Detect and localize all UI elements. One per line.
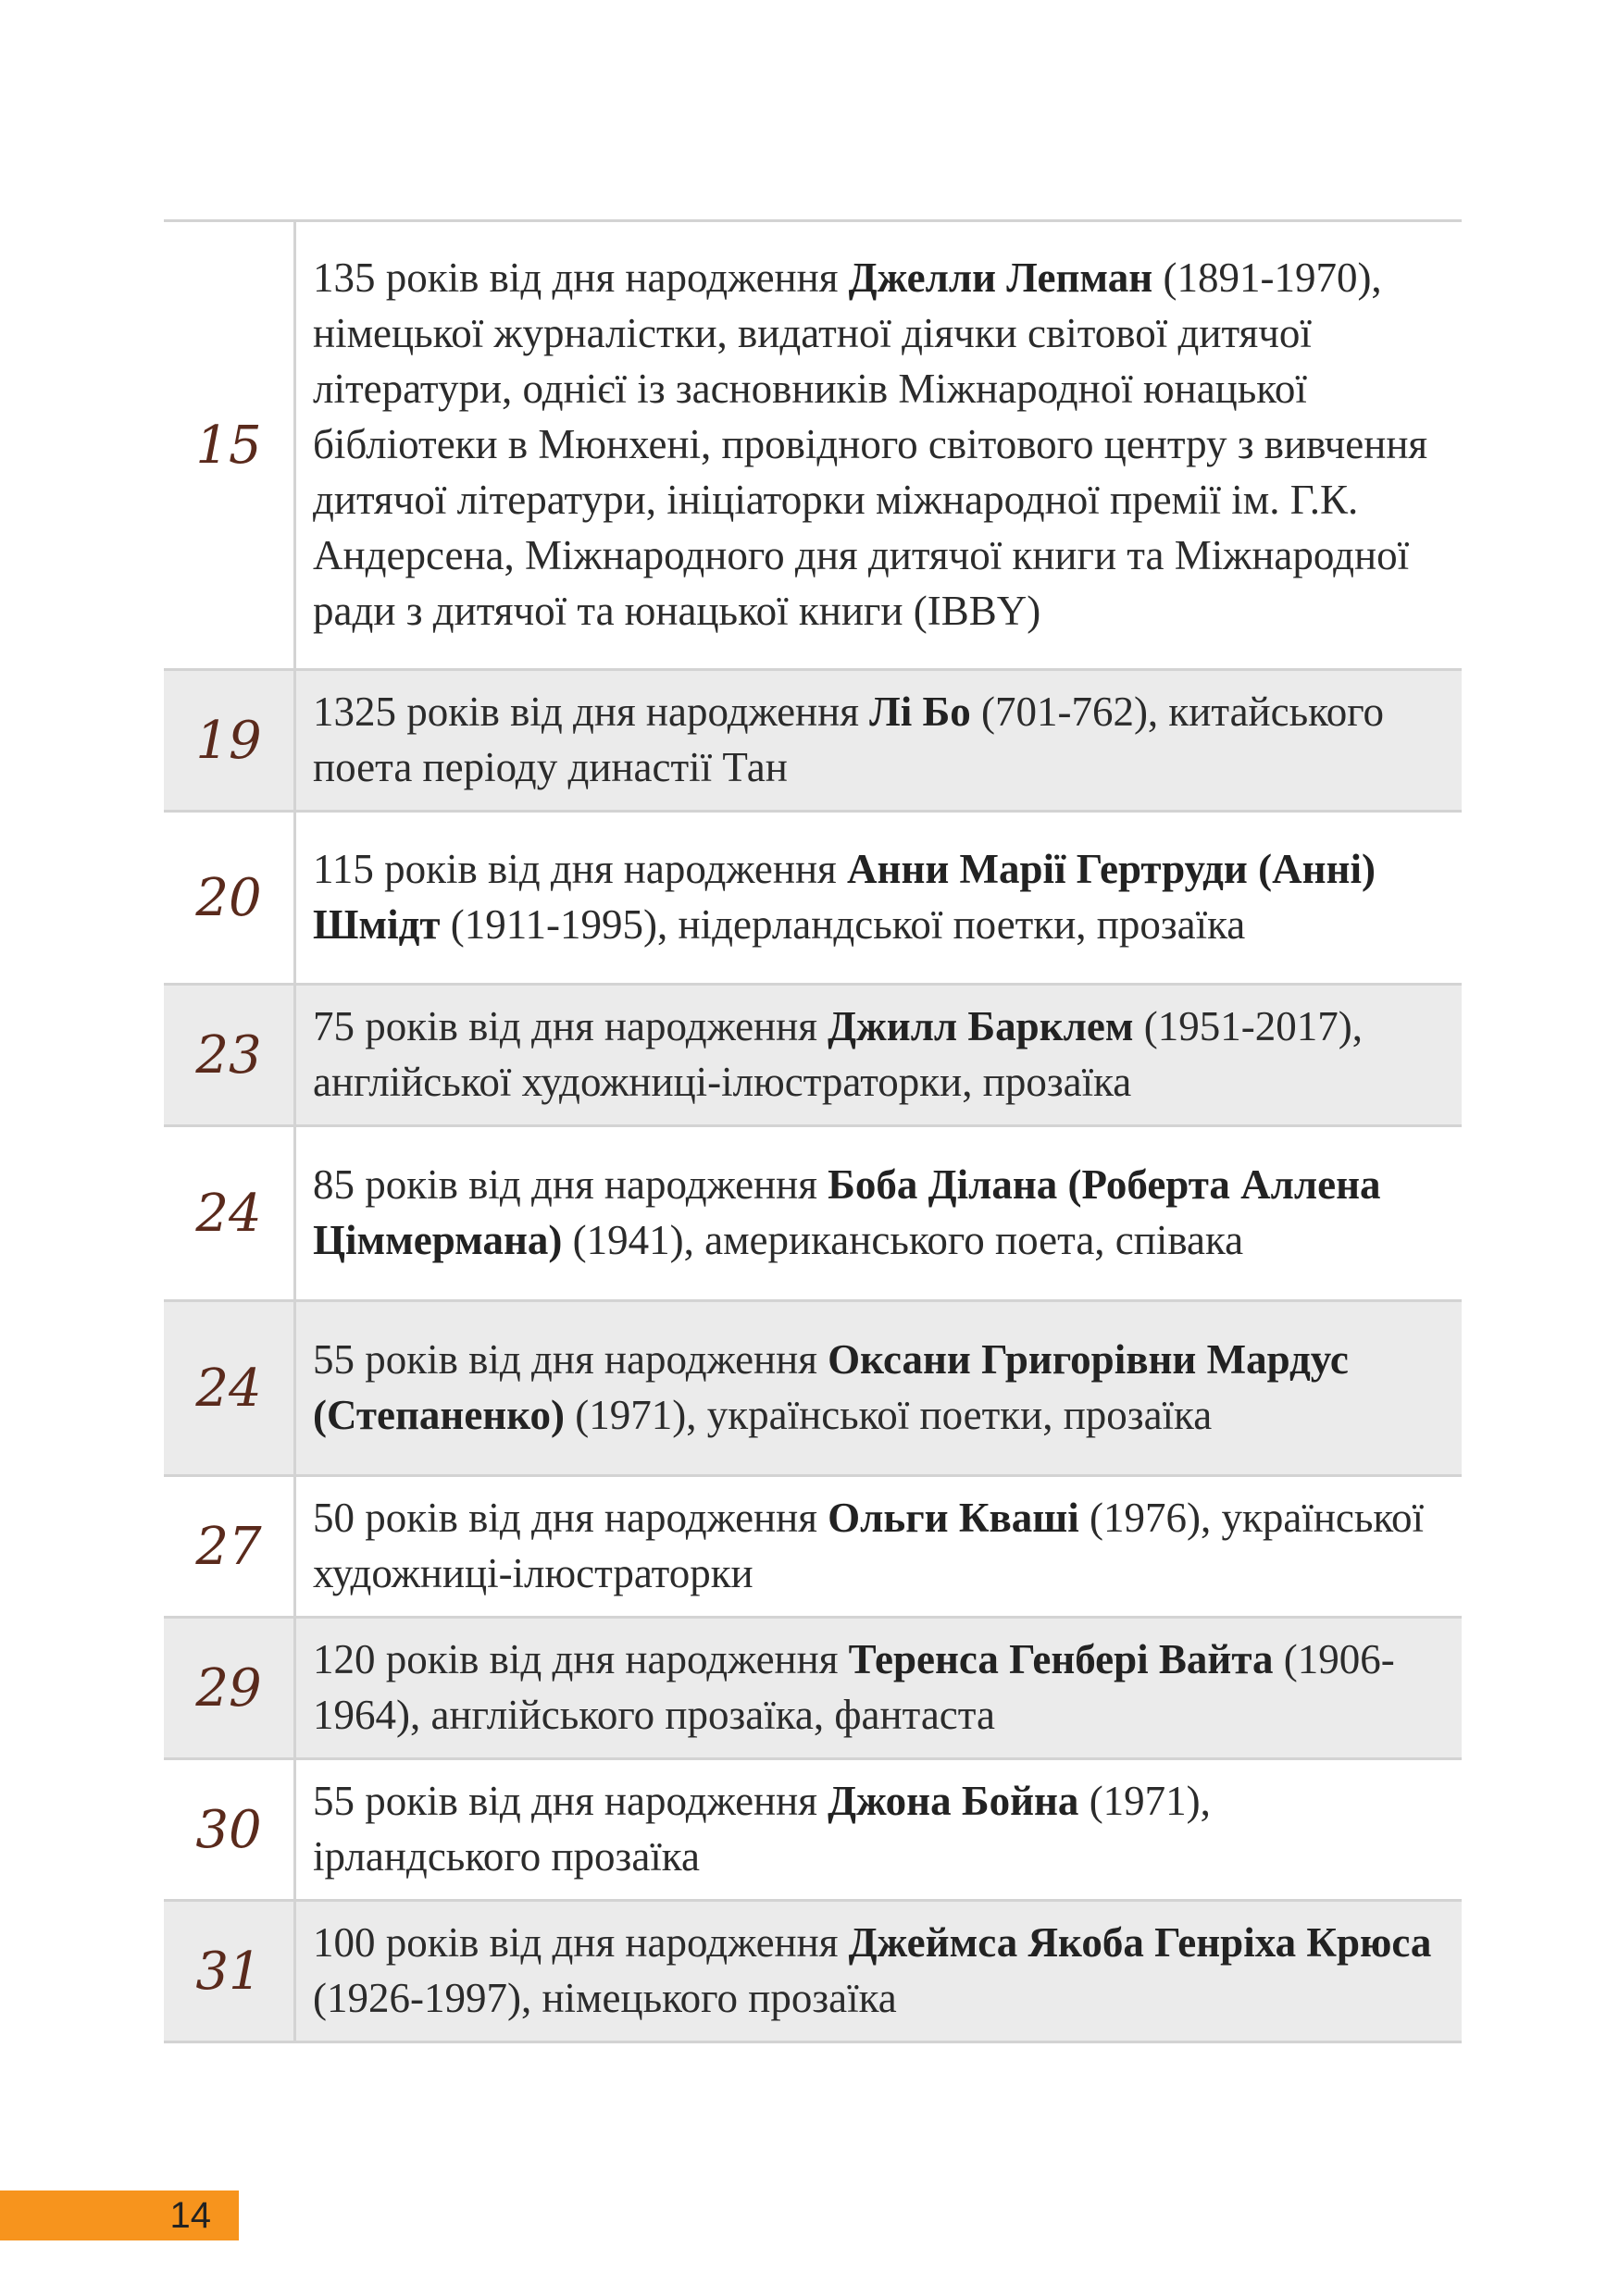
entry-prefix: 100 років від дня народження bbox=[313, 1919, 849, 1966]
entry-suffix: (1906-1964), англійського прозаїка, фантаста bbox=[313, 1636, 1395, 1738]
page-number: 14 bbox=[0, 2191, 239, 2240]
entry-prefix: 1325 років від дня народження bbox=[313, 689, 870, 735]
person-name: Джеймса Якоба Генріха Крюса bbox=[848, 1919, 1432, 1966]
table-row bbox=[164, 1126, 1462, 1301]
entry-suffix: (1926-1997), німецького прозаїка bbox=[313, 1975, 897, 2021]
person-name: Оксани Григорівни Мардус (Степаненко) bbox=[313, 1336, 1349, 1438]
entry-suffix: (1941), американського поета, співака bbox=[562, 1217, 1244, 1263]
entry-suffix: (1971), української поетки, прозаїка bbox=[565, 1392, 1213, 1438]
entry-prefix: 120 років від дня народження bbox=[313, 1636, 849, 1682]
day-number: 23 bbox=[164, 985, 295, 1126]
day-number: 30 bbox=[164, 1759, 295, 1901]
person-name: Ольги Кваші bbox=[828, 1495, 1079, 1541]
table-row bbox=[164, 985, 1462, 1126]
day-number: 24 bbox=[164, 1126, 295, 1301]
table-row bbox=[164, 1301, 1462, 1476]
table-row bbox=[164, 812, 1462, 985]
entry-prefix: 55 років від дня народження bbox=[313, 1336, 828, 1383]
entry-prefix: 75 років від дня народження bbox=[313, 1003, 828, 1049]
table-row bbox=[164, 1618, 1462, 1759]
day-number: 27 bbox=[164, 1476, 295, 1618]
entry-suffix: (1976), української художниці-ілюстраторки bbox=[313, 1495, 1424, 1596]
table-row bbox=[164, 1759, 1462, 1901]
entry-suffix: (701-762), китайського поета періоду династії Тан bbox=[313, 689, 1385, 790]
entry-text bbox=[295, 1126, 1463, 1301]
table-row bbox=[164, 1901, 1462, 2042]
entry-text bbox=[295, 1759, 1463, 1901]
entry-suffix: (1971), ірландського прозаїка bbox=[313, 1778, 1211, 1880]
entry-suffix: (1951-2017), англійської художниці-ілюстраторки, прозаїка bbox=[313, 1003, 1363, 1105]
day-number: 20 bbox=[164, 812, 295, 985]
entry-text bbox=[295, 1476, 1463, 1618]
entry-prefix: 115 років від дня народження bbox=[313, 846, 848, 892]
entry-text bbox=[295, 812, 1463, 985]
table-row bbox=[164, 1476, 1462, 1618]
entry-suffix: (1891-1970), німецької журналістки, видатної діячки світової дитячої літератури, однієї із засновників Міжнародної юнацької бібліотеки в Мюнхені, провідного світового центру з вивчення дитячої літератури, ініціаторки міжнародної премії ім. Г.К. Андерсена, Міжнародного дня дитячої книги та Міжнародної ради з дитячої та юнацької книги (IBBY) bbox=[313, 254, 1428, 634]
day-number: 19 bbox=[164, 670, 295, 812]
entry-text bbox=[295, 221, 1463, 670]
entry-text bbox=[295, 1301, 1463, 1476]
person-name: Лі Бо bbox=[869, 689, 971, 735]
entry-text bbox=[295, 985, 1463, 1126]
day-number: 31 bbox=[164, 1901, 295, 2042]
entry-text bbox=[295, 670, 1463, 812]
entry-prefix: 135 років від дня народження bbox=[313, 254, 849, 301]
entry-text bbox=[295, 1618, 1463, 1759]
entry-prefix: 55 років від дня народження bbox=[313, 1778, 828, 1824]
day-number: 29 bbox=[164, 1618, 295, 1759]
person-name: Джона Бойна bbox=[828, 1778, 1079, 1824]
person-name: Боба Ділана (Роберта Аллена Ціммермана) bbox=[313, 1161, 1381, 1263]
entry-prefix: 85 років від дня народження bbox=[313, 1161, 828, 1208]
day-number: 24 bbox=[164, 1301, 295, 1476]
day-number: 15 bbox=[164, 221, 295, 670]
entry-prefix: 50 років від дня народження bbox=[313, 1495, 828, 1541]
table-row bbox=[164, 670, 1462, 812]
person-name: Джелли Лепман bbox=[848, 254, 1153, 301]
entry-text bbox=[295, 1901, 1463, 2042]
person-name: Теренса Генбері Вайта bbox=[848, 1636, 1274, 1682]
anniversary-table bbox=[164, 219, 1462, 2043]
table-row bbox=[164, 221, 1462, 670]
person-name: Анни Марії Гертруди (Анні) Шмідт bbox=[313, 846, 1376, 948]
entry-suffix: (1911-1995), нідерландської поетки, прозаїка bbox=[440, 901, 1246, 948]
person-name: Джилл Барклем bbox=[828, 1003, 1134, 1049]
